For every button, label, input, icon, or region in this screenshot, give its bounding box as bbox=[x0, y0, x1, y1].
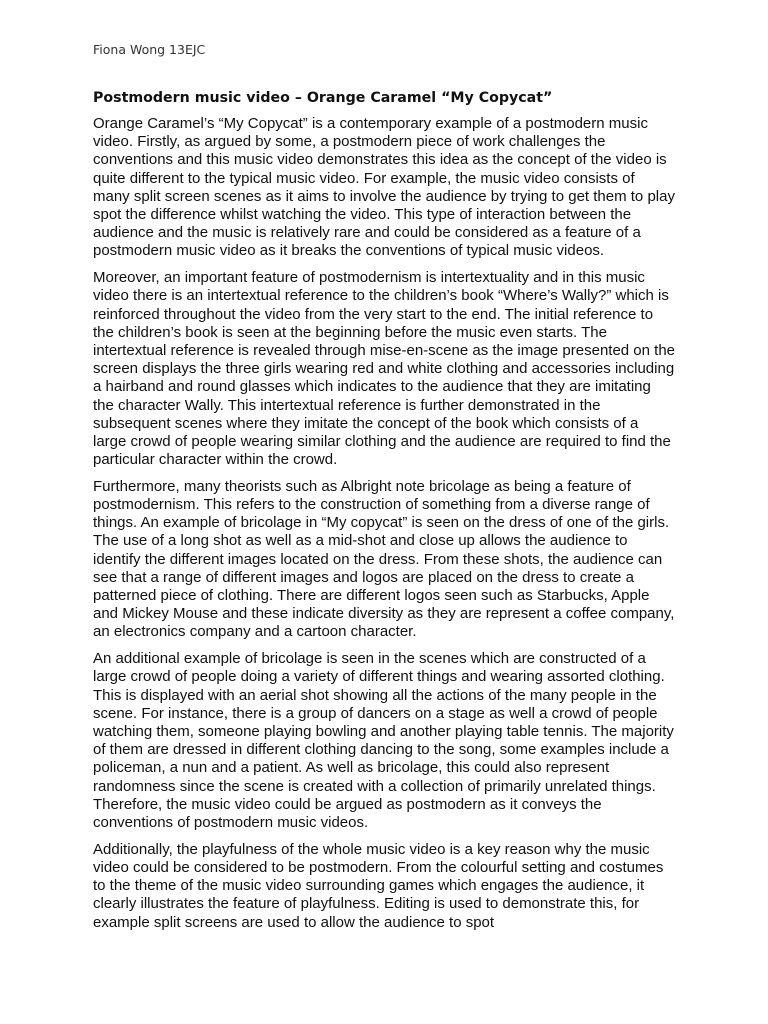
document-title: Postmodern music video – Orange Caramel “My Copycat” bbox=[93, 90, 553, 106]
author-header: Fiona Wong 13EJC bbox=[93, 42, 206, 57]
paragraph-5: Additionally, the playfulness of the whole music video is a key reason why the music video could be considered to be postmodern. From the colourful setting and costumes to the theme of the music video surrounding games which engages the audience, it clearly illustrates the feature of playfulness. Editing is used to demonstrate this, for example split screens are used to allow the audience to spot bbox=[93, 840, 664, 931]
paragraph-1: Orange Caramel’s “My Copycat” is a contemporary example of a postmodern music video. Firstly, as argued by some, a postmodern piece of work challenges the conventions and this music video demonstrates this idea as the concept of the video is quite different to the typical music video. For example, the music video consists of many split screen scenes as it aims to involve the audience by trying to get them to play spot the difference whilst watching the video. This type of interaction between the audience and the music is relatively rare and could be considered as a feature of a postmodern music video as it breaks the conventions of typical music videos. bbox=[93, 115, 675, 260]
paragraph-2: Moreover, an important feature of postmodernism is intertextuality and in this music video there is an intertextual reference to the children’s book “Where’s Wally?” which is reinforced throughout the video from the very start to the end. The initial reference to the children’s book is seen at the beginning before the music even starts. The intertextual reference is revealed through mise-en-scene as the image presented on the screen displays the three girls wearing red and white clothing and accessories including a hairband and round glasses which indicates to the audience that they are imitating the character Wally. This intertextual reference is further demonstrated in the subsequent scenes where they imitate the concept of the book which consists of a large crowd of people wearing similar clothing and the audience are required to find the particular character within the crowd. bbox=[93, 269, 676, 469]
paragraph-4: An additional example of bricolage is seen in the scenes which are constructed of a large crowd of people doing a variety of different things and wearing assorted clothing. This is displayed with an aerial shot showing all the actions of the many people in the scene. For instance, there is a group of dancers on a stage as well a crowd of people watching them, someone playing bowling and another playing table tennis. The majority of them are dressed in different clothing dancing to the song, some examples include a policeman, a nun and a patient. As well as bricolage, this could also represent randomness since the scene is created with a collection of primarily unrelated things. Therefore, the music video could be argued as postmodern as it conveys the conventions of postmodern music videos. bbox=[93, 650, 674, 832]
document-page bbox=[93, 40, 676, 940]
paragraph-3: Furthermore, many theorists such as Albright note bricolage as being a feature of postmodernism. This refers to the construction of something from a diverse range of things. An example of bricolage in “My copycat” is seen on the dress of one of the girls. The use of a long shot as well as a mid-shot and close up allows the audience to identify the different images located on the dress. From these shots, the audience can see that a range of different images and logos are placed on the dress to create a patterned piece of clothing. There are different logos seen such as Starbucks, Apple and Mickey Mouse and these indicate diversity as they are represent a coffee company, an electronics company and a cartoon character. bbox=[93, 477, 675, 641]
